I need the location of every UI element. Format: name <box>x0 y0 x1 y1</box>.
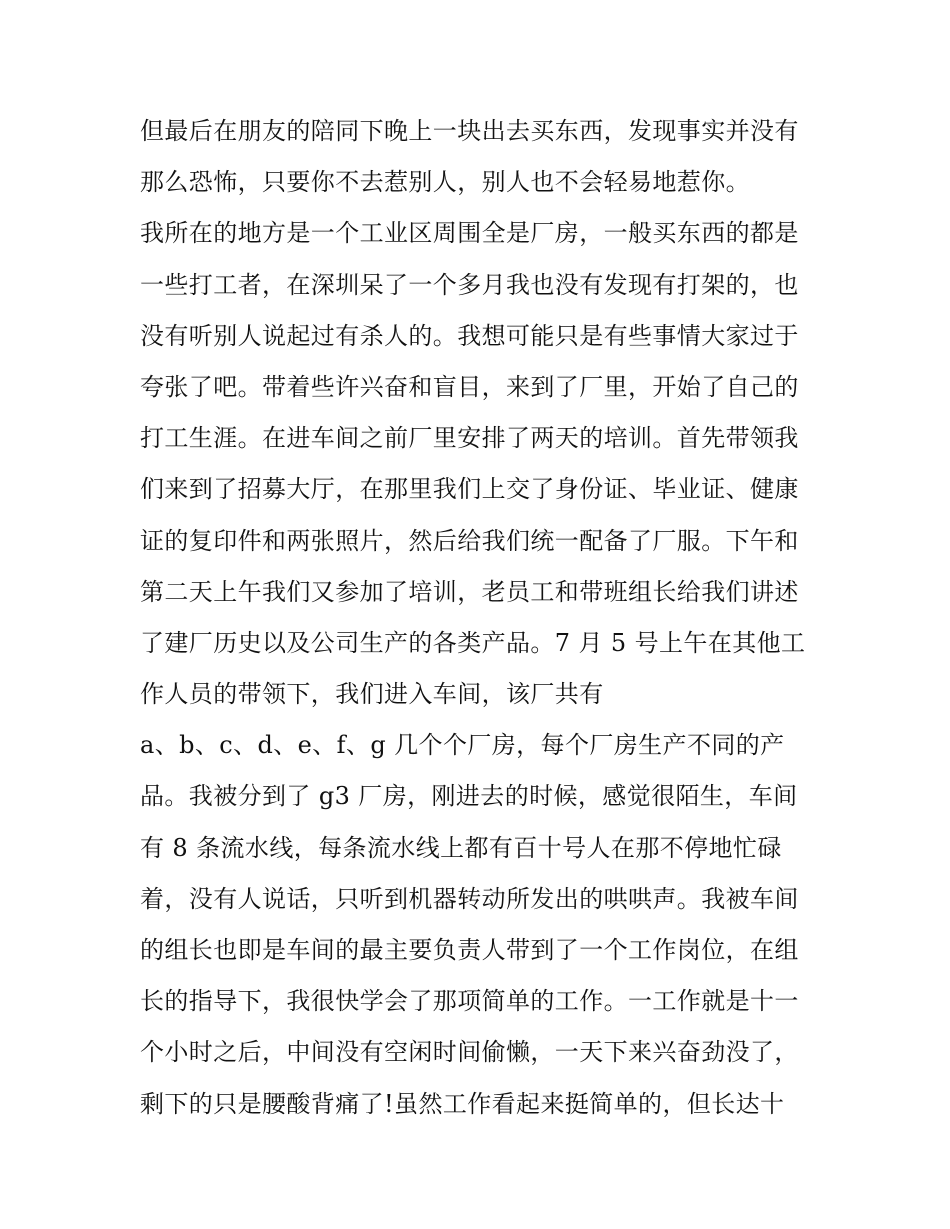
text-line: 的组长也即是车间的最主要负责人带到了一个工作岗位，在组 <box>140 936 799 964</box>
body-text <box>140 106 830 1130</box>
text-line: 剩下的只是腰酸背痛了!虽然工作看起来挺简单的，但长达十 <box>140 1089 785 1118</box>
text-line: 一些打工者，在深圳呆了一个多月我也没有发现有打架的，也 <box>140 270 799 299</box>
text-line: 作人员的带领下，我们进入车间，该厂共有 <box>140 680 604 709</box>
text-line: 有 8 条流水线，每条流水线上都有百十号人在那不停地忙碌 <box>140 833 782 862</box>
text-line: 夸张了吧。带着些许兴奋和盲目，来到了厂里，开始了自己的 <box>140 372 799 401</box>
text-line: 们来到了招募大厅，在那里我们上交了身份证、毕业证、健康 <box>140 475 799 504</box>
text-line: 但最后在朋友的陪同下晚上一块出去买东西，发现事实并没有 <box>140 117 799 145</box>
text-line: 证的复印件和两张照片，然后给我们统一配备了厂服。下午和 <box>140 526 799 555</box>
text-line: 打工生涯。在进车间之前厂里安排了两天的培训。首先带领我 <box>140 424 799 453</box>
text-line: 品。我被分到了 g3 厂房，刚进去的时候，感觉很陌生，车间 <box>140 782 798 811</box>
text-line: 个小时之后，中间没有空闲时间偷懒，一天下来兴奋劲没了， <box>140 1038 799 1067</box>
text-line: 长的指导下，我很快学会了那项简单的工作。一工作就是十一 <box>140 987 799 1016</box>
text-line: 我所在的地方是一个工业区周围全是厂房，一般买东西的都是 <box>140 219 799 248</box>
text-line: 没有听别人说起过有杀人的。我想可能只是有些事情大家过于 <box>140 321 799 350</box>
text-line: a、b、c、d、e、f、g 几个个厂房，每个厂房生产不同的产 <box>140 731 785 760</box>
text-line: 那么恐怖，只要你不去惹别人，别人也不会轻易地惹你。 <box>140 168 750 197</box>
text-line: 了建厂历史以及公司生产的各类产品。7 月 5 号上午在其他工 <box>140 628 806 657</box>
text-line: 着，没有人说话，只听到机器转动所发出的哄哄声。我被车间 <box>140 884 799 913</box>
text-line: 第二天上午我们又参加了培训，老员工和带班组长给我们讲述 <box>140 577 799 606</box>
